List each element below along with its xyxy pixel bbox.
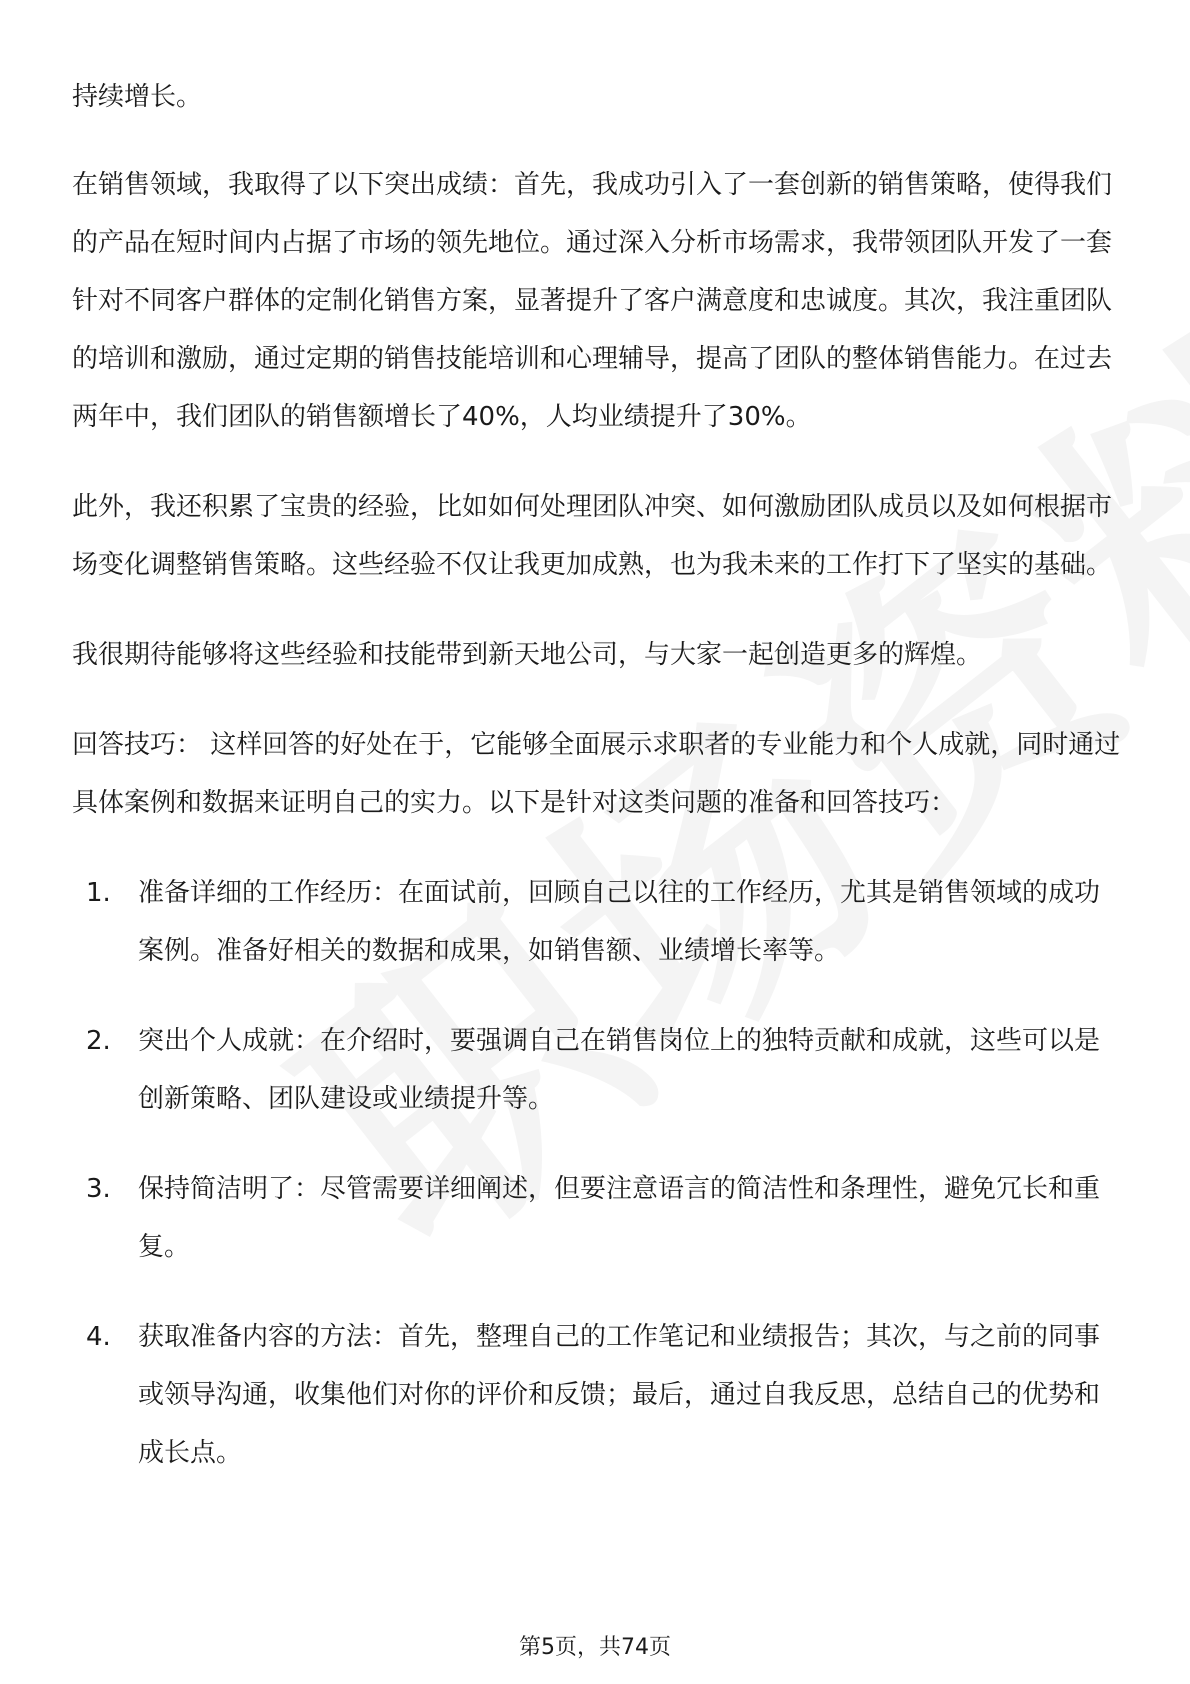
list-item [72, 1308, 1122, 1482]
paragraph-continuation: 持续增长。 [72, 82, 203, 112]
list-item [72, 1160, 1122, 1276]
paragraph-sales-achievements: 在销售领域，我取得了以下突出成绩：首先，我成功引入了一套创新的销售策略，使得我们的产品在短时间内占据了市场的领先地位。通过深入分析市场需求，我带领团队开发了一套针对不同客户群体的定制化销售方案，显著提升了客户满意度和忠诚度。其次，我注重团队的培训和激励，通过定期的销售技能培训和心理辅导，提高了团队的整体销售能力。在过去两年中，我们团队的销售额增长了40%，人均业绩提升了30%。 [72, 170, 1113, 432]
document-page [72, 68, 1122, 1514]
list-item-text: 获取准备内容的方法：首先，整理自己的工作笔记和业绩报告；其次，与之前的同事或领导沟通，收集他们对你的评价和反馈；最后，通过自我反思，总结自己的优势和成长点。 [138, 1322, 1101, 1468]
list-item-number: 4. [86, 1322, 111, 1352]
list-item-number: 1. [86, 878, 111, 908]
paragraph-answer-tips: 回答技巧： 这样回答的好处在于，它能够全面展示求职者的专业能力和个人成就，同时通过具体案例和数据来证明自己的实力。以下是针对这类问题的准备和回答技巧： [72, 730, 1121, 818]
paragraph-experience: 此外，我还积累了宝贵的经验，比如如何处理团队冲突、如何激励团队成员以及如何根据市场变化调整销售策略。这些经验不仅让我更加成熟，也为我未来的工作打下了坚实的基础。 [72, 492, 1113, 580]
paragraph-expectation: 我很期待能够将这些经验和技能带到新天地公司，与大家一起创造更多的辉煌。 [72, 640, 983, 670]
list-item-text: 保持简洁明了：尽管需要详细阐述，但要注意语言的简洁性和条理性，避免冗长和重复。 [138, 1174, 1101, 1262]
list-item-number: 2. [86, 1026, 111, 1056]
list-item [72, 864, 1122, 980]
list-item-number: 3. [86, 1174, 111, 1204]
page-number: 第5页，共74页 [519, 1635, 671, 1660]
tips-list [72, 864, 1122, 1482]
list-item [72, 1012, 1122, 1128]
list-item-text: 突出个人成就：在介绍时，要强调自己在销售岗位上的独特贡献和成就，这些可以是创新策略、团队建设或业绩提升等。 [138, 1026, 1101, 1114]
list-item-text: 准备详细的工作经历：在面试前，回顾自己以往的工作经历，尤其是销售领域的成功案例。准备好相关的数据和成果，如销售额、业绩增长率等。 [138, 878, 1101, 966]
